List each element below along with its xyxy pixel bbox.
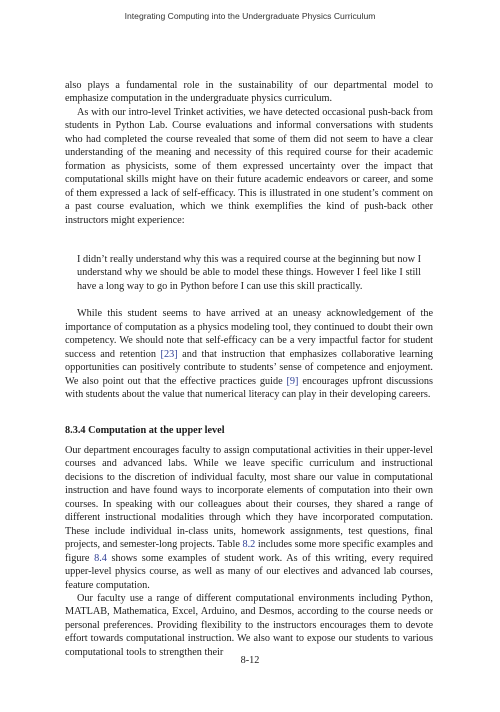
page-number: 8-12 xyxy=(240,655,260,666)
paragraph-1: also plays a fundamental role in the sustainability of our departmental model to emphasize computation in the undergraduate physics curriculum. xyxy=(65,80,433,105)
paragraph-3 xyxy=(65,307,433,401)
paragraph-5: Our faculty use a range of different computational environments including Python, MATLAB, Mathematica, Excel, Arduino, and Desmos, according to the course needs or personal preferences. Providing flexibility to the instructors encourages them to devote effort towards computational instruction. We also want to expose our students to various computational tools to strengthen their xyxy=(65,592,433,658)
paragraph-3-text-3: encourages upfront discussions with students about the value that numerical literacy can play in their developing careers. xyxy=(65,375,434,401)
paragraph-2: As with our intro-level Trinket activities, we have detected occasional push-back from students in Python Lab. Course evaluations and informal conversations with students who had completed the course revealed that some of them did not seem to have a clear understanding of the meaning and necessity of this required course for their academic formation as physicists, some of them expressed uncertainty over the impact that computational skills might have on their future academic endeavors or career, and some of them expressed a lack of self-efficacy. This is illustrated in one student’s comment on a past course evaluation, which we think exemplifies the kind of push-back other instructors might experience: xyxy=(65,106,433,226)
block-quote: I didn’t really understand why this was a required course at the beginning but now I understand why we should be able to model these things. However I feel like I still have a long way to go in Python before I can use this skill practically. xyxy=(77,253,421,292)
paragraph-4-text-2: includes some more specific examples and figure xyxy=(65,539,433,564)
paragraph-3-text-1: While this student seems to have arrived at an uneasy acknowledgement of the importance of computation as a physics modeling tool, they continued to doubt their own competency. We should note that self-efficacy can be a very impactful factor for student success and retention xyxy=(65,308,433,360)
citation-link-23[interactable]: [23] xyxy=(160,348,178,360)
table-link-8-2[interactable]: 8.2 xyxy=(242,539,256,551)
running-head: Integrating Computing into the Undergraduate Physics Curriculum xyxy=(124,11,376,21)
paragraph-3-text-2: and that instruction that emphasizes collaborative learning opportunities can positively contribute to students’ sense of competence and enjoyment. We also point out that the effective practices guide xyxy=(65,348,433,387)
page-content xyxy=(65,79,433,659)
citation-link-9[interactable]: [9] xyxy=(286,375,299,387)
paragraph-4-text-1: Our department encourages faculty to assign computational activities in their upper-level courses and advanced labs. While we leave specific curriculum and instructional decisions to the discretion of individual faculty, most share our value in computational instruction and have found ways to incorporate elements of computation into their own courses. In speaking with our colleagues about their courses, they shared a range of different instructional modalities through which they have incorporated computation. These include individual in-class units, homework assignments, test questions, final projects, and semester-long projects. Table xyxy=(65,444,433,551)
section-heading: 8.3.4 Computation at the upper level xyxy=(65,424,225,436)
paragraph-4-text-3: shows some examples of student work. As of this writing, every required upper-level physics course, as well as many of our electives and advanced lab courses, feature computation. xyxy=(65,552,433,591)
paragraph-4 xyxy=(65,444,433,592)
figure-link-8-4[interactable]: 8.4 xyxy=(94,552,107,564)
